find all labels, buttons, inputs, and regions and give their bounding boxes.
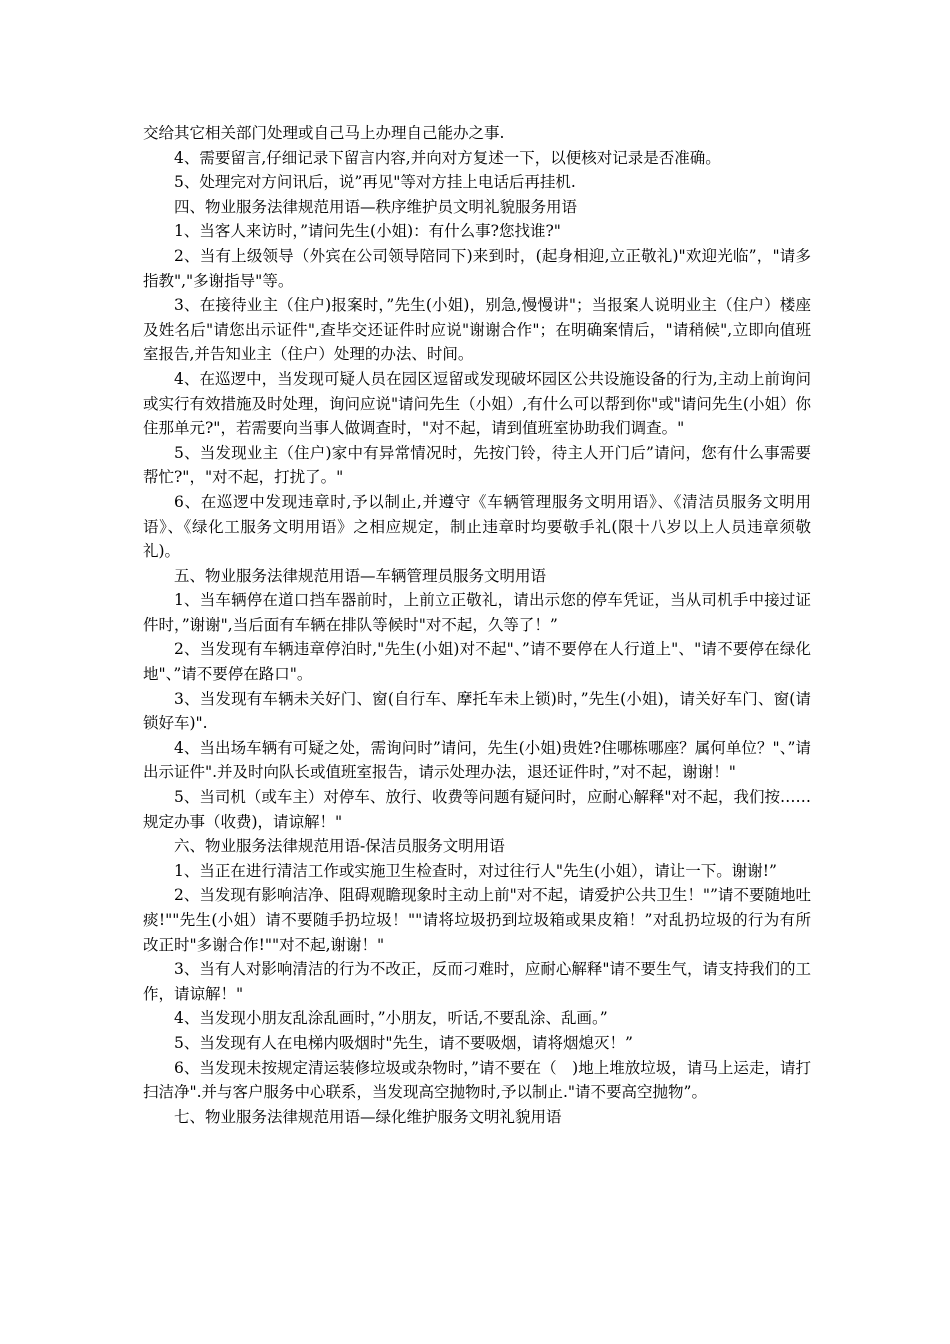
paragraph-vehicle-1: 1、当车辆停在道口挡车器前时，上前立正敬礼，请出示您的停车凭证，当从司机手中接过证件时，”谢谢",当后面有车辆在排队等候时"对不起，久等了！” — [143, 591, 811, 634]
paragraph-cleaning-4: 4、当发现小朋友乱涂乱画时，”小朋友，听话,不要乱涂、乱画。” — [174, 1009, 608, 1028]
paragraph-vehicle-2: 2、当发现有车辆违章停泊时,"先生(小姐)对不起"、”请不要停在人行道上"、"请不要停在绿化地"、”请不要停在路口"。 — [143, 640, 811, 684]
paragraph-security-4: 4、在巡逻中，当发现可疑人员在园区逗留或发现破坏园区公共设施设备的行为,主动上前询问或实行有效措施及时处理，询问应说"请问先生（小姐）,有什么可以帮到你"或"请问先生(小姐）你住那单元?"，若需要向当事人做调查时，"对不起，请到值班室协助我们调查。" — [143, 369, 811, 438]
paragraph-cleaning-3: 3、当有人对影响清洁的行为不改正，反而刁难时，应耐心解释"请不要生气，请支持我们的工作，请谅解！" — [143, 960, 811, 1003]
paragraph-cleaning-1: 1、当正在进行清洁工作或实施卫生检查时，对过往行人"先生(小姐），请让一下。谢谢!” — [174, 861, 777, 880]
paragraph-continuation: 交给其它相关部门处理或自己马上办理自己能办之事. — [143, 124, 505, 142]
paragraph-item-5-hang-up: 5、处理完对方问讯后，说”再见"等对方挂上电话后再挂机. — [174, 173, 576, 192]
section-heading-7-greening: 七、物业服务法律规范用语—绿化维护服务文明礼貌用语 — [174, 1107, 562, 1126]
paragraph-security-1: 1、当客人来访时，”请问先生(小姐)：有什么事?您找谁?" — [174, 222, 561, 241]
paragraph-item-4-leave-message: 4、需要留言,仔细记录下留言内容,并向对方复述一下，以便核对记录是否准确。 — [174, 148, 721, 167]
section-heading-4-security: 四、物业服务法律规范用语—秩序维护员文明礼貌服务用语 — [174, 197, 578, 216]
document-body — [143, 121, 811, 1129]
paragraph-cleaning-6: 6、当发现未按规定清运装修垃圾或杂物时，”请不要在（ )地上堆放垃圾，请马上运走，请打扫洁净".并与客户服务中心联系，当发现高空抛物时,予以制止."请不要高空抛物”。 — [143, 1058, 811, 1102]
section-heading-5-vehicle: 五、物业服务法律规范用语—车辆管理员服务文明用语 — [174, 566, 547, 585]
paragraph-vehicle-4: 4、当出场车辆有可疑之处，需询问时”请问，先生(小姐)贵姓?住哪栋哪座？属何单位？"、”请出示证件".并及时向队长或值班室报告，请示处理办法，退还证件时，”对不起，谢谢！" — [143, 738, 811, 782]
paragraph-security-6: 6、在巡逻中发现违章时,予以制止,并遵守《车辆管理服务文明用语》、《清洁员服务文明用语》、《绿化工服务文明用语》之相应规定，制止违章时均要敬手礼(限十八岁以上人员违章须敬礼)。 — [143, 492, 811, 561]
paragraph-cleaning-2: 2、当发现有影响洁净、阻碍观瞻现象时主动上前"对不起，请爱护公共卫生！"”请不要随地吐痰!""先生(小姐）请不要随手扔垃圾！""请将垃圾扔到垃圾箱或果皮箱！”对乱扔垃圾的行为有所改正时"多谢合作!""对不起,谢谢！" — [143, 886, 811, 954]
paragraph-security-5: 5、当发现业主（住户)家中有异常情况时，先按门铃，待主人开门后”请问，您有什么事需要帮忙?"，"对不起，打扰了。" — [143, 443, 811, 487]
paragraph-security-2: 2、当有上级领导（外宾在公司领导陪同下)来到时，(起身相迎,立正敬礼)"欢迎光临”，"请多指教","多谢指导"等。 — [143, 246, 811, 290]
section-heading-6-cleaning: 六、物业服务法律规范用语-保洁员服务文明用语 — [174, 837, 505, 856]
paragraph-security-3: 3、在接待业主（住户)报案时，”先生(小姐)，别急,慢慢讲"；当报案人说明业主（住户）楼座及姓名后"请您出示证件",查毕交还证件时应说"谢谢合作"；在明确案情后，"请稍候",立即向值班室报告,并告知业主（住户）处理的办法、时间。 — [143, 296, 811, 364]
paragraph-vehicle-5: 5、当司机（或车主）对停车、放行、收费等问题有疑问时，应耐心解释"对不起，我们按……规定办事（收费)，请谅解！" — [143, 788, 811, 831]
paragraph-vehicle-3: 3、当发现有车辆未关好门、窗(自行车、摩托车未上锁)时，”先生(小姐)，请关好车门、窗(请锁好车)". — [143, 689, 811, 733]
paragraph-cleaning-5: 5、当发现有人在电梯内吸烟时"先生，请不要吸烟，请将烟熄灭！” — [174, 1033, 633, 1052]
